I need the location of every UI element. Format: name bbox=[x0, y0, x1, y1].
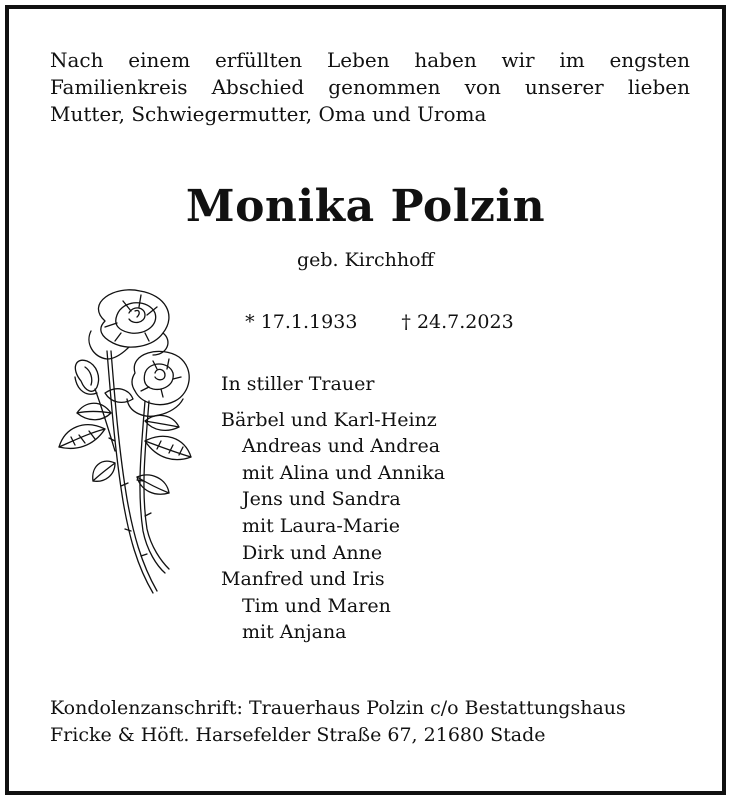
mourner-row: Jens und Sandra bbox=[242, 488, 401, 511]
mourners-list bbox=[221, 371, 445, 646]
intro-line-1: Nach einem erfüllten Leben haben wir im engsten bbox=[50, 48, 690, 72]
address-line-1: Kondolenzanschrift: Trauerhaus Polzin c/o Bestattungshaus bbox=[50, 697, 626, 719]
mourner-row: mit Alina und Annika bbox=[242, 461, 446, 484]
intro-text bbox=[50, 47, 690, 128]
mourner-row: mit Anjana bbox=[242, 621, 347, 644]
intro-line-2: Familienkreis Abschied genommen von unserer lieben bbox=[50, 75, 690, 99]
address-line-2: Fricke & Höft. Harsefelder Straße 67, 21680 Stade bbox=[50, 724, 546, 746]
mourner-row: Tim und Maren bbox=[242, 594, 391, 617]
mourner-row: Dirk und Anne bbox=[242, 541, 383, 564]
rose-illustration-icon bbox=[45, 281, 195, 601]
birth-name: geb. Kirchhoff bbox=[296, 249, 435, 271]
mourner-row: mit Laura-Marie bbox=[242, 514, 400, 537]
mourner-row: Bärbel und Karl-Heinz bbox=[221, 408, 437, 431]
intro-line-3: Mutter, Schwiegermutter, Oma und Uroma bbox=[50, 102, 487, 126]
death-date: † 24.7.2023 bbox=[401, 311, 514, 333]
mourner-row: Andreas und Andrea bbox=[242, 435, 441, 458]
obituary-notice bbox=[5, 5, 726, 795]
deceased-name: Monika Polzin bbox=[185, 181, 546, 232]
mourner-row: Manfred und Iris bbox=[221, 568, 385, 591]
birth-date: * 17.1.1933 bbox=[245, 311, 358, 333]
mourners-heading: In stiller Trauer bbox=[221, 373, 375, 395]
life-dates bbox=[221, 289, 514, 355]
condolence-address bbox=[50, 695, 690, 749]
spacer bbox=[221, 398, 445, 407]
